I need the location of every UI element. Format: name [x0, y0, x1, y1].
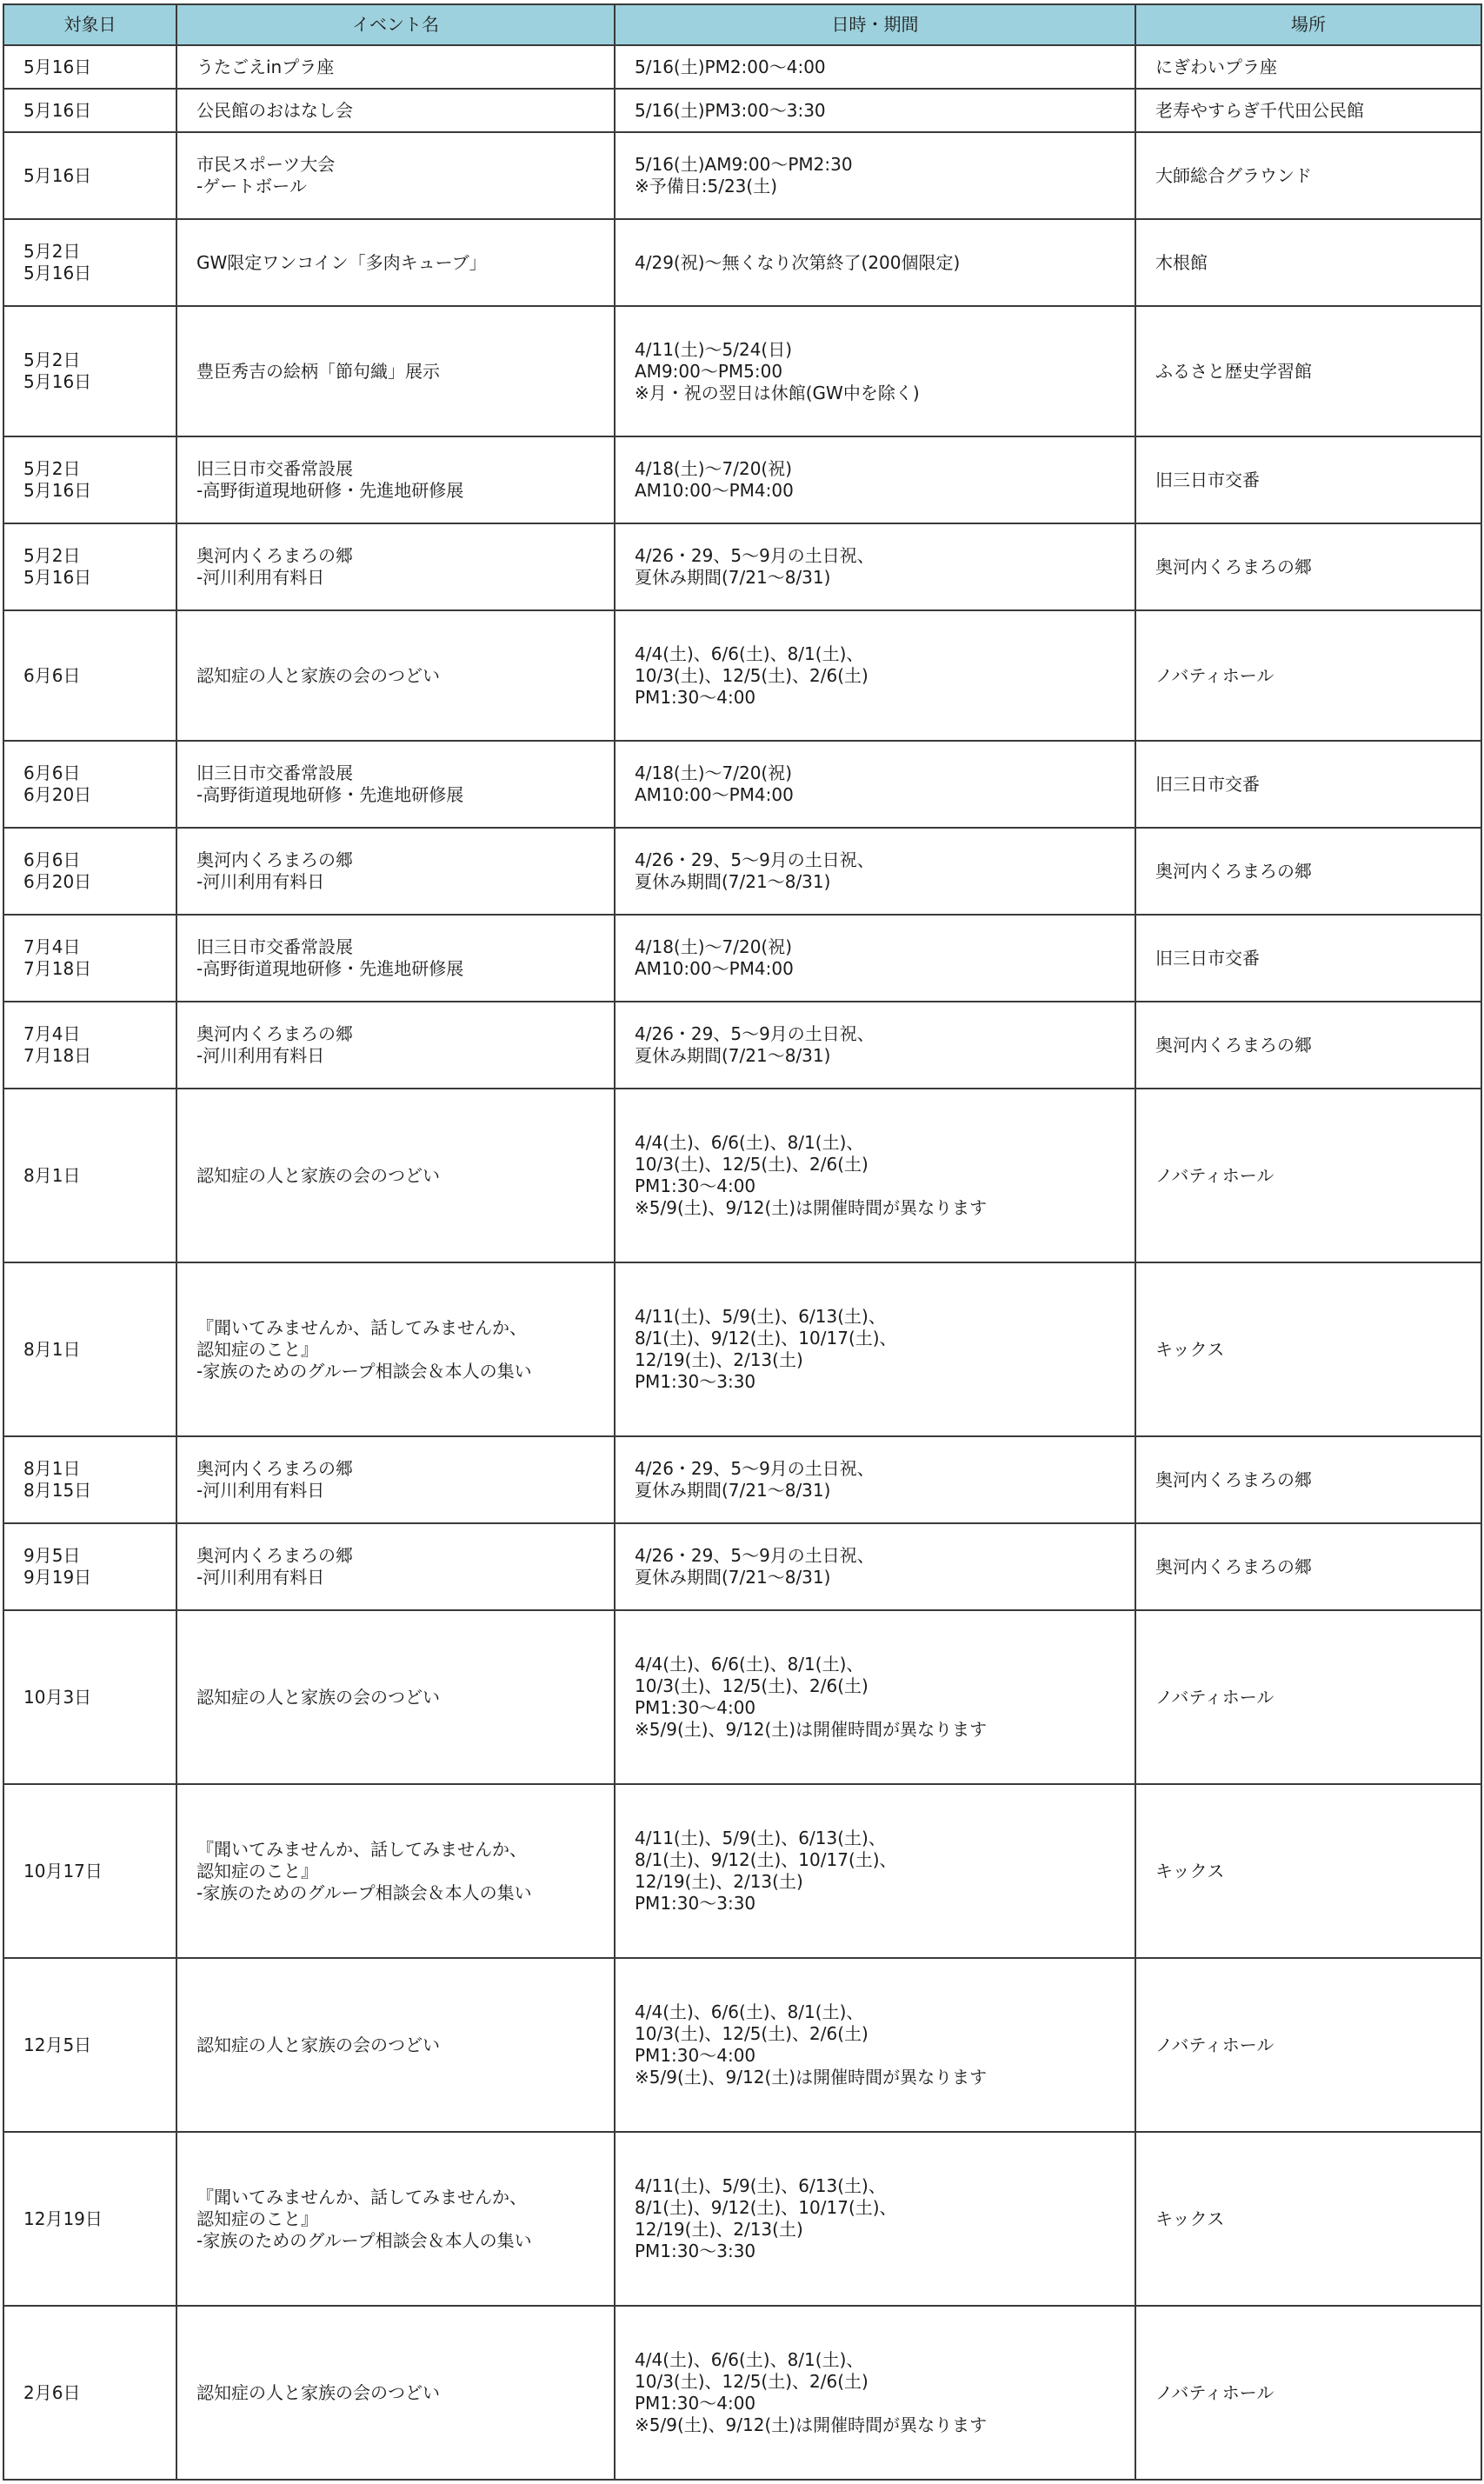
cell-line: 12/19(土)、2/13(土)	[635, 1349, 803, 1370]
cell-line: 7月18日	[23, 1045, 92, 1066]
cell-line: AM10:00～PM4:00	[635, 958, 794, 979]
cell-line: 認知症の人と家族の会のつどい	[196, 2034, 440, 2055]
cell-line: 10月17日	[23, 1860, 103, 1881]
cell-datetime-period	[615, 828, 1135, 915]
cell-line: 旧三日市交番	[1155, 773, 1260, 795]
cell-line: 認知症の人と家族の会のつどい	[196, 1686, 440, 1708]
cell-date	[3, 1958, 176, 2132]
cell-date	[3, 2132, 176, 2306]
cell-line: 4/26・29、5～9月の土日祝、	[635, 1458, 875, 1479]
cell-line: -高野街道現地研修・先進地研修展	[196, 784, 464, 805]
cell-line: 8月1日	[23, 1164, 81, 1186]
cell-line: -高野街道現地研修・先進地研修展	[196, 958, 464, 979]
cell-line: ノバティホール	[1155, 1164, 1274, 1186]
cell-line: ノバティホール	[1155, 664, 1274, 686]
cell-line: 奥河内くろまろの郷	[1155, 556, 1312, 577]
cell-date	[3, 1262, 176, 1436]
cell-event-name	[176, 741, 615, 828]
table-row	[3, 132, 1481, 219]
table-row	[3, 1436, 1481, 1523]
cell-place	[1135, 219, 1481, 306]
cell-line: AM10:00～PM4:00	[635, 480, 794, 501]
table-row	[3, 610, 1481, 741]
cell-line: 旧三日市交番常設展	[196, 458, 353, 479]
header-event-name: イベント名	[176, 4, 615, 45]
cell-place	[1135, 89, 1481, 132]
cell-line: PM1:30～4:00	[635, 1175, 756, 1196]
cell-date	[3, 1523, 176, 1610]
cell-line: 8月1日	[23, 1458, 81, 1479]
cell-line: 5/16(土)PM3:00～3:30	[635, 99, 826, 121]
cell-line: 認知症のこと』	[196, 1338, 318, 1360]
cell-line: 4/4(土)、6/6(土)、8/1(土)、	[635, 1132, 864, 1153]
cell-event-name	[176, 45, 615, 89]
header-date: 対象日	[3, 4, 176, 45]
cell-datetime-period	[615, 2132, 1135, 2306]
table-row	[3, 1958, 1481, 2132]
cell-line: 4/26・29、5～9月の土日祝、	[635, 1023, 875, 1044]
cell-line: -家族のためのグループ相談会＆本人の集い	[196, 1881, 532, 1903]
cell-line: キックス	[1155, 1338, 1225, 1360]
cell-event-name	[176, 1958, 615, 2132]
cell-line: 9月19日	[23, 1567, 92, 1588]
cell-line: 6月6日	[23, 763, 81, 783]
table-row	[3, 306, 1481, 436]
cell-line: 6月20日	[23, 784, 92, 805]
cell-line: ※5/9(土)、9/12(土)は開催時間が異なります	[635, 2067, 988, 2088]
cell-event-name	[176, 915, 615, 1002]
cell-date	[3, 1784, 176, 1958]
cell-date	[3, 610, 176, 741]
cell-line: 公民館のおはなし会	[196, 99, 353, 121]
cell-line: 奥河内くろまろの郷	[196, 1545, 353, 1566]
cell-datetime-period	[615, 1002, 1135, 1089]
table-row	[3, 1262, 1481, 1436]
table-row	[3, 1089, 1481, 1262]
table-row	[3, 1002, 1481, 1089]
cell-line: 5月2日	[23, 241, 81, 262]
cell-line: 4/11(土)、5/9(土)、6/13(土)、	[635, 1306, 886, 1327]
cell-line: 認知症の人と家族の会のつどい	[196, 2381, 440, 2403]
cell-place	[1135, 1089, 1481, 1262]
table-row	[3, 523, 1481, 610]
table-row	[3, 89, 1481, 132]
cell-place	[1135, 1002, 1481, 1089]
cell-event-name	[176, 1002, 615, 1089]
cell-line: 4/4(土)、6/6(土)、8/1(土)、	[635, 2001, 864, 2022]
cell-line: ※予備日:5/23(土)	[635, 176, 778, 196]
cell-date	[3, 1089, 176, 1262]
cell-date	[3, 915, 176, 1002]
cell-datetime-period	[615, 2306, 1135, 2480]
cell-line: ※月・祝の翌日は休館(GW中を除く)	[635, 382, 920, 403]
cell-line: 認知症の人と家族の会のつどい	[196, 1164, 440, 1186]
cell-line: PM1:30～4:00	[635, 1697, 756, 1718]
cell-line: 奥河内くろまろの郷	[196, 545, 353, 566]
cell-line: PM1:30～3:30	[635, 2241, 756, 2261]
cell-place	[1135, 610, 1481, 741]
cell-event-name	[176, 1089, 615, 1262]
cell-datetime-period	[615, 523, 1135, 610]
cell-place	[1135, 741, 1481, 828]
cell-line: 奥河内くろまろの郷	[1155, 1034, 1312, 1056]
cell-place	[1135, 2306, 1481, 2480]
cell-datetime-period	[615, 306, 1135, 436]
cell-date	[3, 523, 176, 610]
table-row	[3, 45, 1481, 89]
cell-line: 『聞いてみませんか、話してみませんか、	[196, 2186, 527, 2208]
cell-event-name	[176, 219, 615, 306]
cell-line: 夏休み期間(7/21～8/31)	[635, 1480, 831, 1501]
cell-place	[1135, 2132, 1481, 2306]
cell-line: 5/16(土)AM9:00～PM2:30	[635, 154, 853, 175]
cell-place	[1135, 915, 1481, 1002]
cell-line: 7月4日	[23, 936, 81, 957]
cell-line: 5月16日	[23, 567, 92, 588]
cell-line: 10月3日	[23, 1686, 92, 1708]
cell-line: 4/4(土)、6/6(土)、8/1(土)、	[635, 2349, 864, 2370]
cell-datetime-period	[615, 132, 1135, 219]
cell-line: 夏休み期間(7/21～8/31)	[635, 1045, 831, 1066]
table-row	[3, 1523, 1481, 1610]
cell-line: ノバティホール	[1155, 2034, 1274, 2055]
cell-place	[1135, 1436, 1481, 1523]
cell-line: 4/11(土)、5/9(土)、6/13(土)、	[635, 1828, 886, 1848]
cell-line: 認知症の人と家族の会のつどい	[196, 664, 440, 686]
table-row	[3, 2132, 1481, 2306]
cell-place	[1135, 1262, 1481, 1436]
cell-date	[3, 89, 176, 132]
table-row	[3, 1784, 1481, 1958]
cell-place	[1135, 1958, 1481, 2132]
cell-line: うたごえinプラ座	[196, 56, 335, 77]
cell-datetime-period	[615, 45, 1135, 89]
cell-line: 奥河内くろまろの郷	[196, 1023, 353, 1044]
cell-line: -ゲートボール	[196, 176, 307, 196]
cell-line: -河川利用有料日	[196, 1045, 325, 1066]
cell-date	[3, 741, 176, 828]
cell-line: PM1:30～3:30	[635, 1893, 756, 1914]
cell-datetime-period	[615, 219, 1135, 306]
cell-line: ノバティホール	[1155, 1686, 1274, 1708]
table-body	[3, 45, 1481, 2480]
cell-line: 夏休み期間(7/21～8/31)	[635, 567, 831, 588]
cell-event-name	[176, 1784, 615, 1958]
cell-datetime-period	[615, 741, 1135, 828]
cell-place	[1135, 1610, 1481, 1784]
cell-place	[1135, 306, 1481, 436]
cell-line: 5月16日	[23, 371, 92, 392]
cell-line: 旧三日市交番常設展	[196, 936, 353, 957]
cell-date	[3, 828, 176, 915]
cell-line: 6月6日	[23, 849, 81, 870]
table-row	[3, 741, 1481, 828]
cell-event-name	[176, 436, 615, 523]
cell-line: 奥河内くろまろの郷	[1155, 1555, 1312, 1577]
cell-event-name	[176, 2132, 615, 2306]
cell-line: 5月2日	[23, 350, 81, 370]
table-row	[3, 2306, 1481, 2480]
cell-datetime-period	[615, 436, 1135, 523]
cell-line: PM1:30～4:00	[635, 2393, 756, 2414]
cell-line: 奥河内くろまろの郷	[1155, 860, 1312, 882]
cell-line: 4/26・29、5～9月の土日祝、	[635, 849, 875, 870]
cell-line: 4/11(土)、5/9(土)、6/13(土)、	[635, 2175, 886, 2196]
cell-line: 夏休み期間(7/21～8/31)	[635, 1567, 831, 1588]
cell-line: 12月19日	[23, 2208, 103, 2229]
cell-line: 6月6日	[23, 664, 81, 686]
cell-line: 『聞いてみませんか、話してみませんか、	[196, 1838, 527, 1860]
cell-line: 8/1(土)、9/12(土)、10/17(土)、	[635, 2197, 897, 2218]
cell-line: 8月1日	[23, 1338, 81, 1360]
cell-event-name	[176, 1610, 615, 1784]
cell-line: ふるさと歴史学習館	[1155, 360, 1312, 382]
cell-line: 5月2日	[23, 545, 81, 566]
cell-line: 4/11(土)～5/24(日)	[635, 338, 793, 360]
cell-place	[1135, 1784, 1481, 1958]
cell-line: 8/1(土)、9/12(土)、10/17(土)、	[635, 1849, 897, 1870]
cell-line: 7月4日	[23, 1023, 81, 1044]
cell-line: 6月20日	[23, 871, 92, 892]
cell-line: 2月6日	[23, 2381, 81, 2403]
cell-line: -家族のためのグループ相談会＆本人の集い	[196, 2229, 532, 2251]
cell-line: 12/19(土)、2/13(土)	[635, 2219, 803, 2240]
cell-line: 4/18(土)～7/20(祝)	[635, 936, 793, 957]
cell-line: 4/4(土)、6/6(土)、8/1(土)、	[635, 643, 864, 664]
cell-line: 10/3(土)、12/5(土)、2/6(土)	[635, 1675, 868, 1696]
cell-line: -河川利用有料日	[196, 1480, 325, 1501]
cell-line: 認知症のこと』	[196, 1860, 318, 1881]
cell-line: 豊臣秀吉の絵柄「節句織」展示	[196, 360, 440, 382]
cell-line: AM10:00～PM4:00	[635, 784, 794, 805]
cell-line: ※5/9(土)、9/12(土)は開催時間が異なります	[635, 2414, 988, 2435]
cell-event-name	[176, 89, 615, 132]
cell-place	[1135, 523, 1481, 610]
cell-place	[1135, 45, 1481, 89]
cell-line: 5月16日	[23, 56, 92, 77]
cell-line: GW限定ワンコイン「多肉キューブ」	[196, 251, 487, 273]
cell-line: 10/3(土)、12/5(土)、2/6(土)	[635, 1154, 868, 1175]
cell-line: 8/1(土)、9/12(土)、10/17(土)、	[635, 1328, 897, 1349]
cell-line: 木根館	[1155, 251, 1208, 273]
cell-event-name	[176, 306, 615, 436]
cell-line: 市民スポーツ大会	[196, 154, 336, 175]
cell-datetime-period	[615, 610, 1135, 741]
cell-event-name	[176, 610, 615, 741]
cell-line: -河川利用有料日	[196, 567, 325, 588]
cell-line: PM1:30～3:30	[635, 1371, 756, 1392]
cell-event-name	[176, 1436, 615, 1523]
cell-event-name	[176, 1523, 615, 1610]
cell-line: 10/3(土)、12/5(土)、2/6(土)	[635, 664, 868, 686]
cell-line: 8月15日	[23, 1480, 92, 1501]
cell-date	[3, 436, 176, 523]
cell-line: 4/18(土)～7/20(祝)	[635, 458, 793, 479]
table-row	[3, 828, 1481, 915]
cell-event-name	[176, 828, 615, 915]
cell-line: ※5/9(土)、9/12(土)は開催時間が異なります	[635, 1197, 988, 1218]
cell-line: キックス	[1155, 1860, 1225, 1881]
cell-line: AM9:00～PM5:00	[635, 360, 783, 382]
header-row	[3, 4, 1481, 45]
cell-place	[1135, 1523, 1481, 1610]
cell-date	[3, 1002, 176, 1089]
cell-line: ノバティホール	[1155, 2381, 1274, 2403]
cell-line: PM1:30～4:00	[635, 2045, 756, 2066]
table-row	[3, 436, 1481, 523]
cell-line: 大師総合グラウンド	[1155, 164, 1312, 186]
table-row	[3, 915, 1481, 1002]
table-row	[3, 1610, 1481, 1784]
cell-line: 5/16(土)PM2:00～4:00	[635, 56, 826, 77]
cell-date	[3, 132, 176, 219]
cell-line: 夏休み期間(7/21～8/31)	[635, 871, 831, 892]
cell-line: キックス	[1155, 2208, 1225, 2229]
cell-line: 4/26・29、5～9月の土日祝、	[635, 545, 875, 566]
cell-date	[3, 219, 176, 306]
table-header	[3, 4, 1481, 45]
cell-line: -家族のためのグループ相談会＆本人の集い	[196, 1360, 532, 1382]
cell-place	[1135, 436, 1481, 523]
table-row	[3, 219, 1481, 306]
cell-line: 奥河内くろまろの郷	[1155, 1468, 1312, 1490]
cell-line: 老寿やすらぎ千代田公民館	[1155, 99, 1364, 121]
cell-date	[3, 2306, 176, 2480]
cell-line: 12/19(土)、2/13(土)	[635, 1871, 803, 1892]
cell-datetime-period	[615, 1523, 1135, 1610]
cell-line: 10/3(土)、12/5(土)、2/6(土)	[635, 2371, 868, 2392]
cell-line: 9月5日	[23, 1545, 81, 1566]
cell-line: にぎわいプラ座	[1155, 56, 1277, 77]
cell-datetime-period	[615, 1784, 1135, 1958]
cell-line: PM1:30～4:00	[635, 686, 756, 708]
cell-line: 4/4(土)、6/6(土)、8/1(土)、	[635, 1654, 864, 1675]
cell-line: -河川利用有料日	[196, 1567, 325, 1588]
cell-date	[3, 45, 176, 89]
cell-line: 4/29(祝)～無くなり次第終了(200個限定)	[635, 251, 961, 273]
cell-event-name	[176, 132, 615, 219]
cell-line: 4/18(土)～7/20(祝)	[635, 763, 793, 783]
cell-date	[3, 306, 176, 436]
header-place: 場所	[1135, 4, 1481, 45]
cell-line: -河川利用有料日	[196, 871, 325, 892]
cell-line: 5月2日	[23, 458, 81, 479]
cell-line: 12月5日	[23, 2034, 92, 2055]
cell-event-name	[176, 523, 615, 610]
cell-line: 5月16日	[23, 263, 92, 283]
cell-datetime-period	[615, 89, 1135, 132]
cell-line: 5月16日	[23, 99, 92, 121]
cell-line: 4/26・29、5～9月の土日祝、	[635, 1545, 875, 1566]
cell-date	[3, 1610, 176, 1784]
cell-line: 5月16日	[23, 164, 92, 186]
cell-event-name	[176, 1262, 615, 1436]
cell-line: ※5/9(土)、9/12(土)は開催時間が異なります	[635, 1719, 988, 1740]
cell-line: -高野街道現地研修・先進地研修展	[196, 480, 464, 501]
cell-datetime-period	[615, 1262, 1135, 1436]
cell-event-name	[176, 2306, 615, 2480]
header-datetime-period: 日時・期間	[615, 4, 1135, 45]
cell-datetime-period	[615, 1958, 1135, 2132]
cell-line: 『聞いてみませんか、話してみませんか、	[196, 1316, 527, 1338]
cell-line: 10/3(土)、12/5(土)、2/6(土)	[635, 2023, 868, 2044]
cell-datetime-period	[615, 1436, 1135, 1523]
cell-datetime-period	[615, 1089, 1135, 1262]
cell-datetime-period	[615, 1610, 1135, 1784]
cell-line: 奥河内くろまろの郷	[196, 849, 353, 870]
cell-date	[3, 1436, 176, 1523]
event-schedule-table	[3, 3, 1482, 2481]
cell-datetime-period	[615, 915, 1135, 1002]
cell-line: 奥河内くろまろの郷	[196, 1458, 353, 1479]
cell-line: 旧三日市交番	[1155, 469, 1260, 490]
cell-line: 認知症のこと』	[196, 2208, 318, 2229]
cell-line: 旧三日市交番	[1155, 947, 1260, 969]
cell-line: 7月18日	[23, 958, 92, 979]
cell-place	[1135, 828, 1481, 915]
cell-place	[1135, 132, 1481, 219]
cell-line: 旧三日市交番常設展	[196, 763, 353, 783]
cell-line: 5月16日	[23, 480, 92, 501]
